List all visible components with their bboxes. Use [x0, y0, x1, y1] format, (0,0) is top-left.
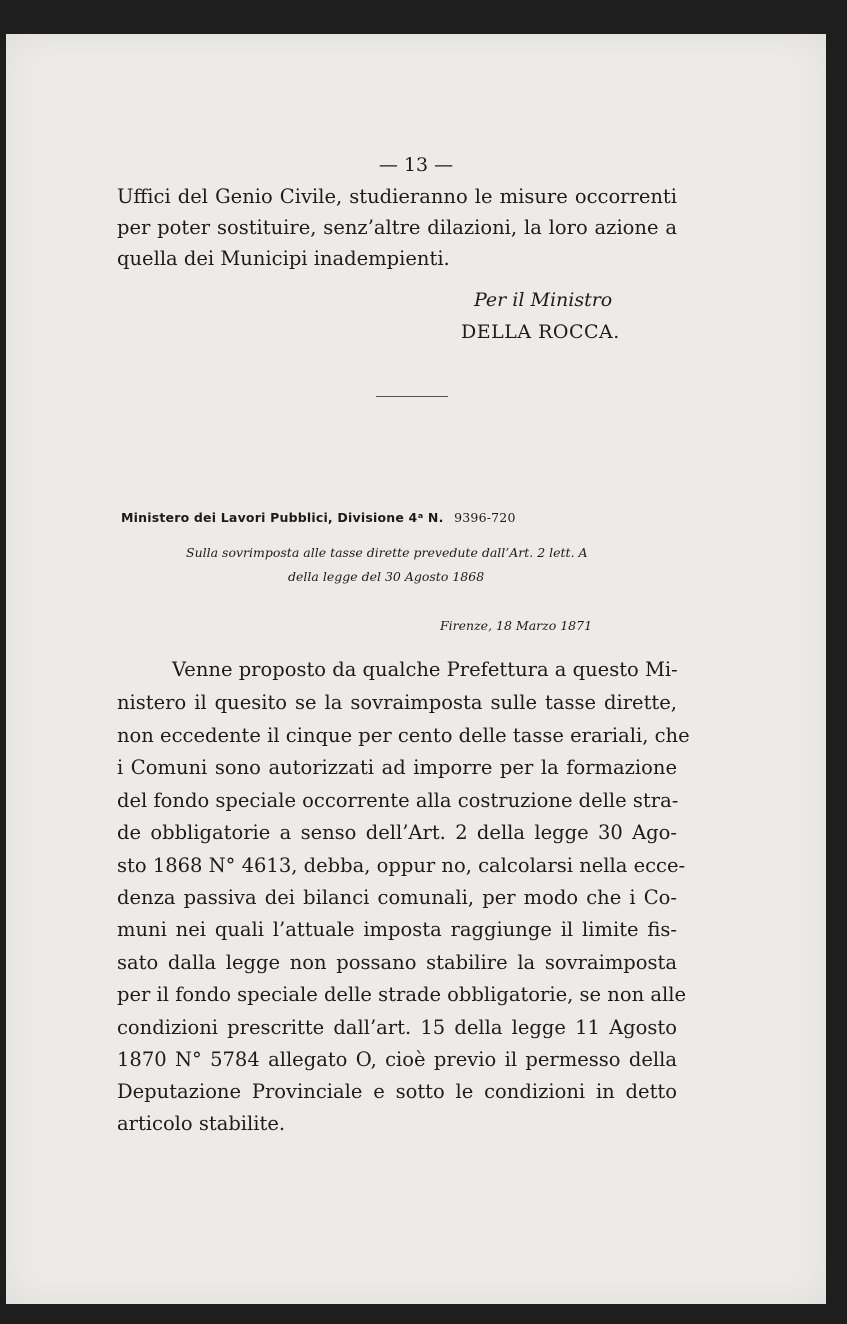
- intro-line-3: quella dei Municipi inadempienti.: [117, 247, 450, 270]
- protocol-number: 9396-720: [454, 510, 516, 525]
- body-line-3: non eccedente il cinque per cento delle tasse erariali, che: [117, 724, 690, 747]
- ministry-header: [121, 510, 636, 525]
- document-page: [6, 34, 826, 1304]
- ministry-division: Ministero dei Lavori Pubblici, Divisione 4ᵃ N.: [121, 510, 444, 525]
- body-line-9: muni nei quali l’attuale imposta raggiunge il limite fis-: [117, 918, 677, 941]
- body-line-13: 1870 N° 5784 allegato O, cioè previo il permesso della: [117, 1048, 677, 1071]
- separator-rule: [376, 396, 448, 397]
- body-line-4: i Comuni sono autorizzati ad imporre per la formazione: [117, 756, 677, 779]
- page-number: — 13 —: [378, 154, 454, 176]
- body-line-10: sato dalla legge non possano stabilire la sovraimposta: [117, 951, 677, 974]
- body-line-15: articolo stabilite.: [117, 1112, 286, 1135]
- subject-line-1: Sulla sovrimposta alle tasse dirette prevedute dall’Art. 2 lett. A: [186, 545, 588, 560]
- signature-for: Per il Ministro: [474, 289, 613, 311]
- signature-name: DELLA ROCCA.: [461, 321, 620, 343]
- body-line-12: condizioni prescritte dall’art. 15 della legge 11 Agosto: [117, 1016, 677, 1039]
- body-line-1: Venne proposto da qualche Prefettura a questo Mi-: [172, 658, 678, 681]
- body-line-8: denza passiva dei bilanci comunali, per modo che i Co-: [117, 886, 677, 909]
- body-line-14: Deputazione Provinciale e sotto le condizioni in detto: [117, 1080, 677, 1103]
- body-line-7: sto 1868 N° 4613, debba, oppur no, calcolarsi nella ecce-: [117, 854, 686, 877]
- subject-line-2: della legge del 30 Agosto 1868: [288, 569, 485, 584]
- body-line-6: de obbligatorie a senso dell’Art. 2 della legge 30 Ago-: [117, 821, 677, 844]
- body-line-2: nistero il quesito se la sovraimposta sulle tasse dirette,: [117, 691, 677, 714]
- intro-line-1: Uffici del Genio Civile, studieranno le misure occorrenti: [117, 185, 677, 208]
- place-date: Firenze, 18 Marzo 1871: [440, 618, 593, 633]
- body-line-5: del fondo speciale occorrente alla costruzione delle stra-: [117, 789, 679, 812]
- body-line-11: per il fondo speciale delle strade obbligatorie, se non alle: [117, 983, 686, 1006]
- intro-line-2: per poter sostituire, senz’altre dilazioni, la loro azione a: [117, 216, 677, 239]
